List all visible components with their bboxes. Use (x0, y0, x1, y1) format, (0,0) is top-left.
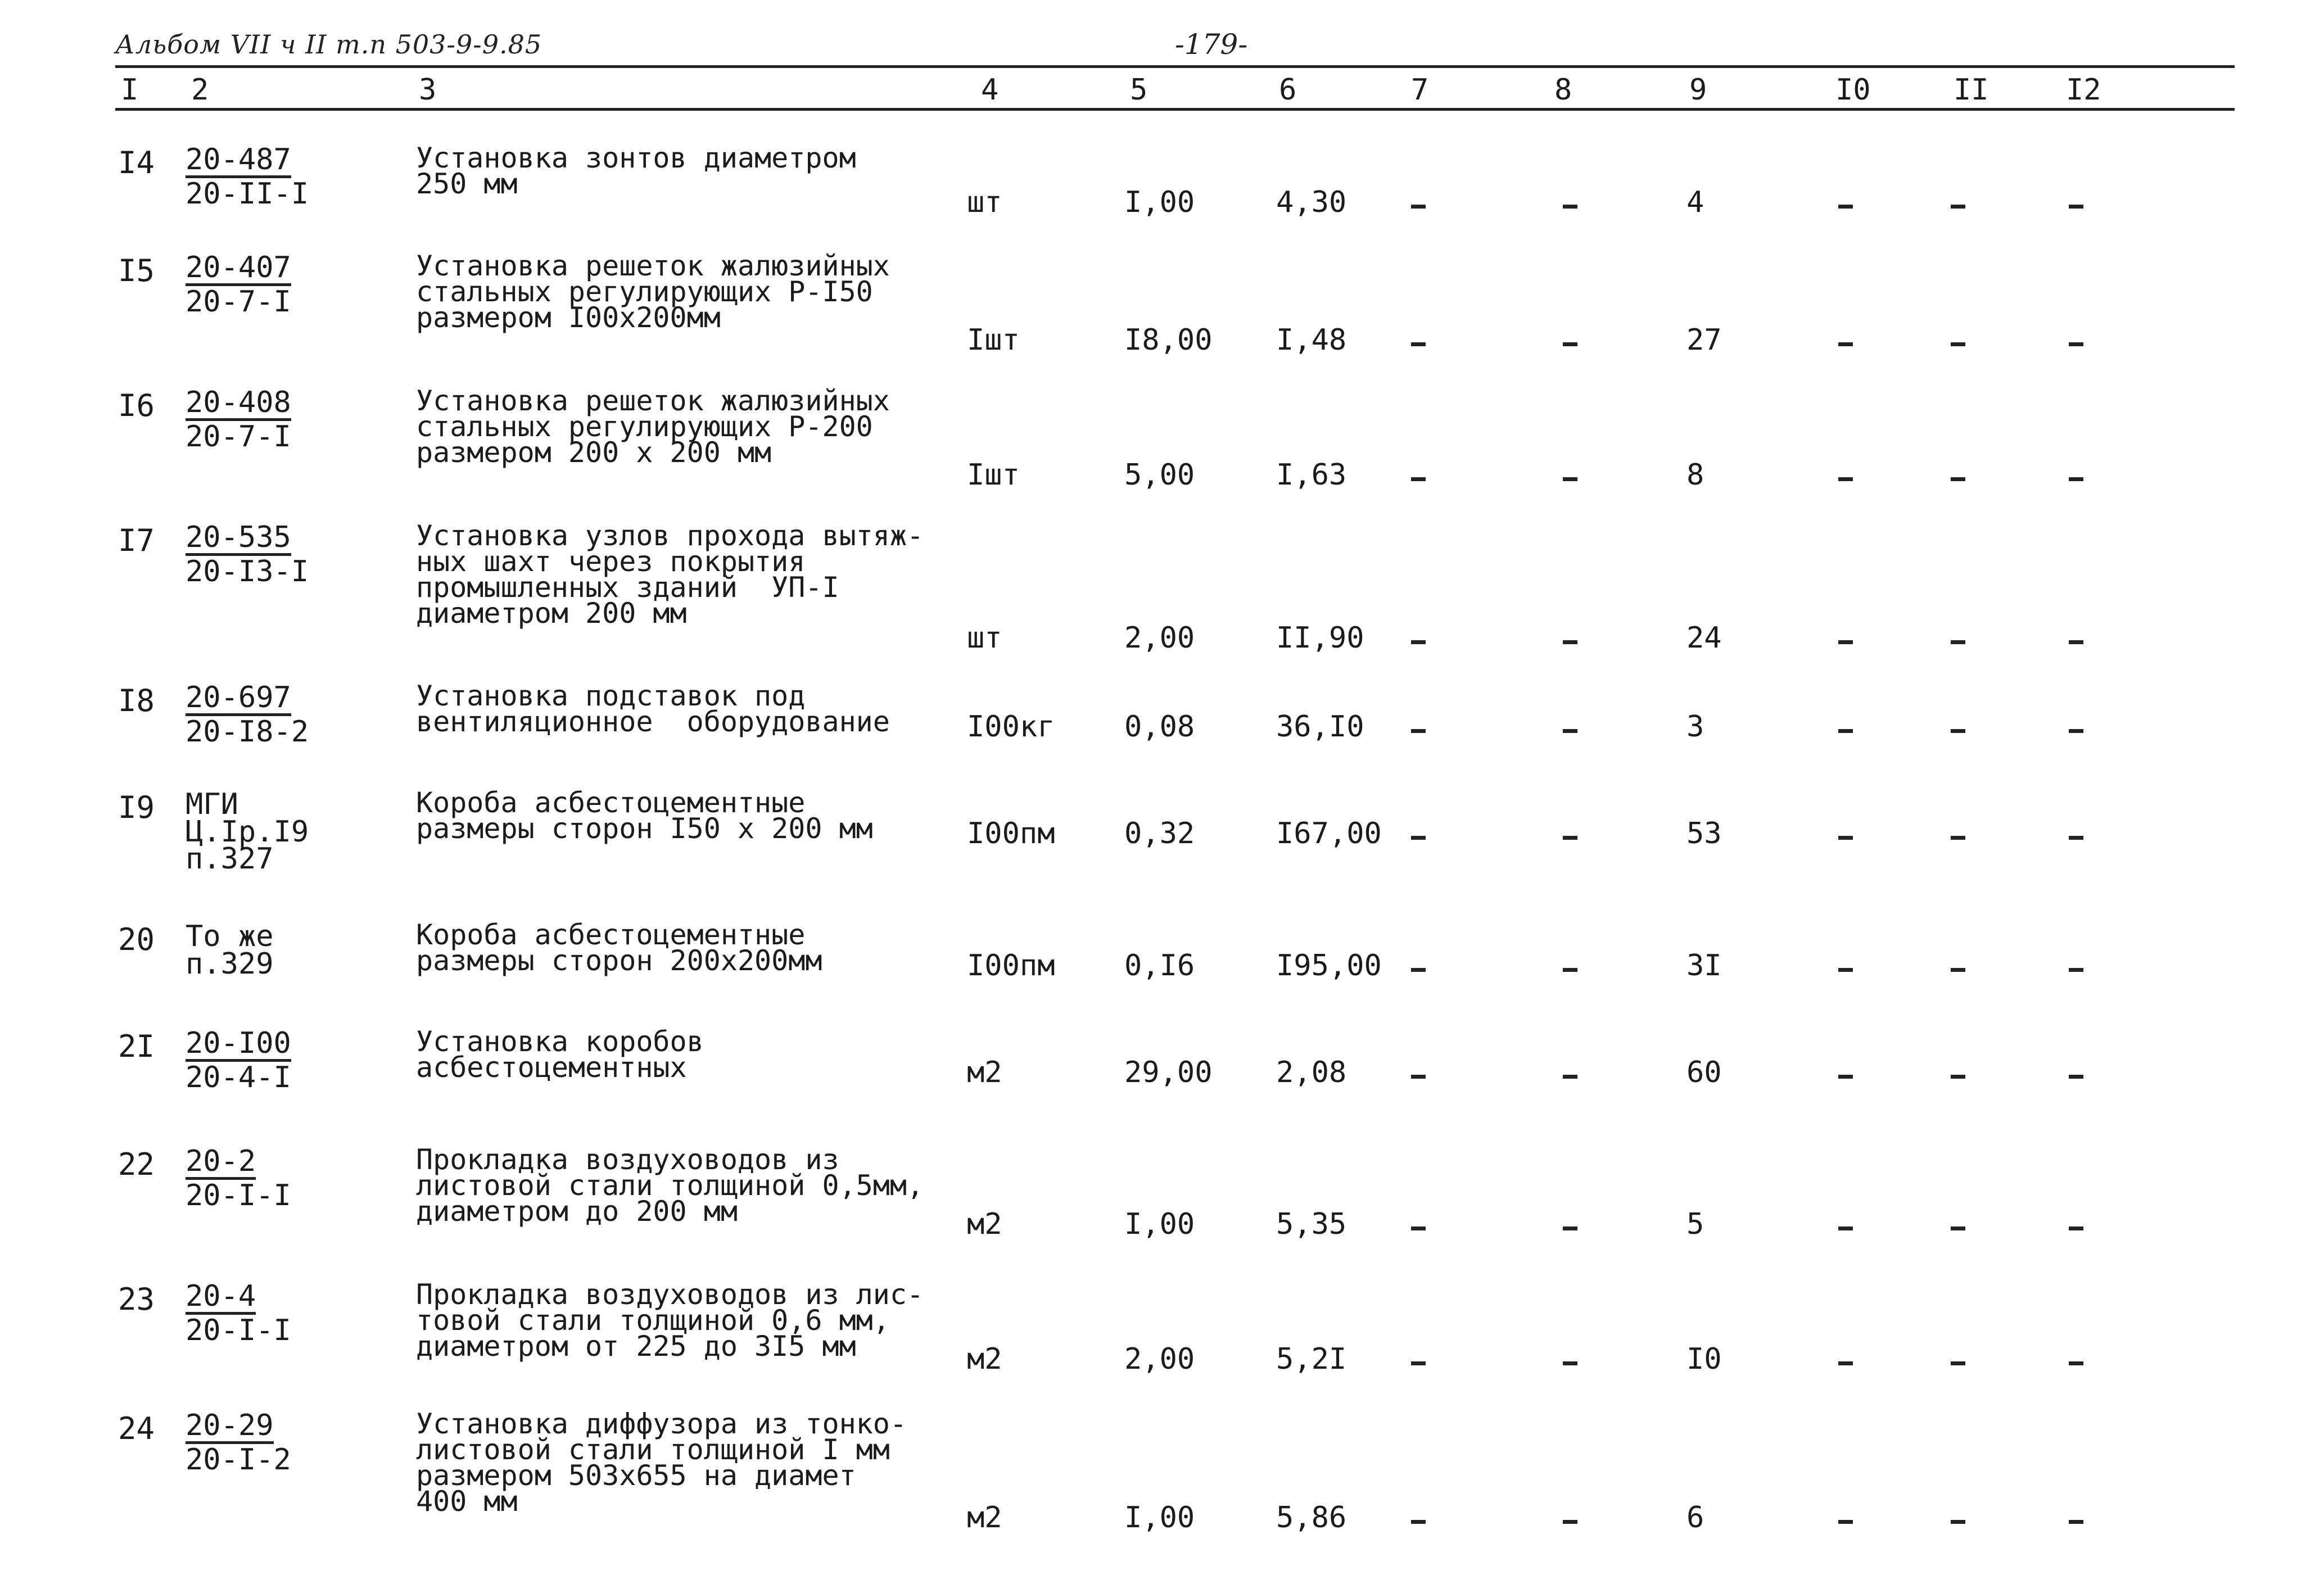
total-value: 24 (1687, 621, 1722, 655)
empty-value-dash (2069, 968, 2083, 972)
unit-price: II,90 (1276, 621, 1364, 655)
quantity: 0,32 (1124, 817, 1195, 850)
empty-value-dash (1951, 342, 1965, 346)
empty-value-dash (2069, 342, 2083, 346)
norm-code-top: 20-29 (186, 1411, 274, 1444)
work-description: Установка коробов асбестоцементных (416, 1025, 704, 1084)
empty-value-dash (1838, 1361, 1853, 1365)
empty-value-dash (1563, 205, 1577, 209)
norm-code-bottom: 20-4-I (186, 1061, 291, 1094)
norm-code-bottom: 20-I-2 (186, 1443, 291, 1477)
norm-code-top: 20-697 (186, 683, 291, 716)
total-value: 60 (1687, 1056, 1722, 1089)
unit-of-measure: м2 (967, 1056, 1002, 1089)
norm-code-top: 20-408 (186, 388, 291, 421)
column-number-1: I (121, 73, 139, 107)
empty-value-dash (1411, 1075, 1426, 1079)
album-reference: Альбом VII ч II т.п 503-9-9.85 (115, 29, 542, 60)
empty-value-dash (2069, 205, 2083, 209)
norm-code-bottom: Ц.Iр.I9 п.327 (186, 815, 309, 876)
column-number-2: 2 (191, 73, 209, 107)
empty-value-dash (1951, 836, 1965, 840)
unit-price: I,48 (1276, 323, 1347, 357)
unit-of-measure: Iшт (967, 323, 1020, 357)
empty-value-dash (1838, 968, 1853, 972)
unit-price: 5,86 (1276, 1501, 1347, 1535)
empty-value-dash (1951, 1075, 1965, 1079)
column-number-10: I0 (1835, 73, 1871, 107)
empty-value-dash (1411, 729, 1426, 733)
empty-value-dash (1563, 1075, 1577, 1079)
quantity: 2,00 (1124, 1342, 1195, 1376)
header-rule (115, 65, 2235, 68)
empty-value-dash (1411, 968, 1426, 972)
empty-value-dash (2069, 1227, 2083, 1230)
work-description: Установка узлов прохода вытяж- ных шахт через покрытия промышленных зданий УП-I диаметром 200 мм (416, 519, 924, 630)
norm-code-bottom: 20-II-I (186, 177, 309, 211)
norm-code-bottom: 20-7-I (186, 285, 291, 319)
total-value: 5 (1687, 1207, 1704, 1241)
unit-price: I67,00 (1276, 817, 1382, 850)
norm-code-top: 20-4 (186, 1282, 256, 1315)
empty-value-dash (1411, 640, 1426, 644)
empty-value-dash (1411, 1361, 1426, 1365)
empty-value-dash (1411, 1227, 1426, 1230)
unit-of-measure: шт (967, 621, 1002, 655)
empty-value-dash (1563, 836, 1577, 840)
row-number: I5 (118, 253, 155, 288)
empty-value-dash (1563, 729, 1577, 733)
quantity: 0,08 (1124, 710, 1195, 744)
empty-value-dash (1563, 477, 1577, 481)
empty-value-dash (1838, 477, 1853, 481)
total-value: I0 (1687, 1342, 1722, 1376)
empty-value-dash (1563, 1520, 1577, 1524)
row-number: 2I (118, 1029, 155, 1064)
column-number-9: 9 (1689, 73, 1707, 107)
work-description: Установка диффузора из тонко- листовой стали толщиной I мм размером 503х655 на диамет 400 мм (416, 1408, 907, 1518)
norm-code-bottom: 20-I8-2 (186, 715, 309, 749)
norm-code-top: 20-535 (186, 523, 291, 556)
unit-of-measure: м2 (967, 1501, 1002, 1535)
row-number: I8 (118, 683, 155, 718)
unit-price: 2,08 (1276, 1056, 1347, 1089)
quantity: 29,00 (1124, 1056, 1213, 1089)
work-description: Прокладка воздуховодов из листовой стали толщиной 0,5мм, диаметром до 200 мм (416, 1143, 924, 1228)
page-number: -179- (1175, 28, 1248, 61)
row-number: I7 (118, 523, 155, 558)
unit-price: 5,2I (1276, 1342, 1347, 1376)
norm-code-bottom: 20-I-I (186, 1179, 291, 1212)
empty-value-dash (1838, 729, 1853, 733)
empty-value-dash (2069, 729, 2083, 733)
empty-value-dash (1563, 968, 1577, 972)
norm-code-top: 20-I00 (186, 1029, 291, 1062)
empty-value-dash (1838, 1227, 1853, 1230)
norm-code-bottom: 20-7-I (186, 420, 291, 454)
empty-value-dash (1838, 1075, 1853, 1079)
quantity: 2,00 (1124, 621, 1195, 655)
empty-value-dash (1563, 1227, 1577, 1230)
empty-value-dash (1951, 1361, 1965, 1365)
norm-code-bottom: 20-I-I (186, 1314, 291, 1347)
empty-value-dash (1838, 342, 1853, 346)
empty-value-dash (1951, 205, 1965, 209)
unit-of-measure: м2 (967, 1342, 1002, 1376)
empty-value-dash (1563, 640, 1577, 644)
column-number-6: 6 (1279, 73, 1297, 107)
empty-value-dash (1411, 1520, 1426, 1524)
empty-value-dash (2069, 836, 2083, 840)
empty-value-dash (1563, 342, 1577, 346)
column-number-8: 8 (1554, 73, 1572, 107)
unit-of-measure: Iшт (967, 458, 1020, 492)
norm-code-top: 20-2 (186, 1147, 256, 1180)
column-number-12: I2 (2066, 73, 2101, 107)
empty-value-dash (2069, 1361, 2083, 1365)
empty-value-dash (1411, 342, 1426, 346)
empty-value-dash (2069, 640, 2083, 644)
unit-price: 36,I0 (1276, 710, 1364, 744)
work-description: Установка решеток жалюзийных стальных регулирующих Р-I50 размером I00х200мм (416, 250, 890, 334)
work-description: Короба асбестоцементные размеры сторон 200х200мм (416, 918, 822, 977)
unit-of-measure: м2 (967, 1207, 1002, 1241)
row-number: 24 (118, 1411, 155, 1446)
empty-value-dash (1838, 640, 1853, 644)
unit-of-measure: I00пм (967, 949, 1055, 983)
work-description: Установка зонтов диаметром 250 мм (416, 142, 856, 200)
quantity: I,00 (1124, 185, 1195, 219)
total-value: 53 (1687, 817, 1722, 850)
empty-value-dash (1411, 836, 1426, 840)
unit-price: I,63 (1276, 458, 1347, 492)
quantity: I,00 (1124, 1207, 1195, 1241)
column-number-5: 5 (1130, 73, 1148, 107)
total-value: 3I (1687, 949, 1722, 983)
empty-value-dash (1951, 729, 1965, 733)
row-number: 20 (118, 922, 155, 957)
norm-code-top: 20-407 (186, 253, 291, 286)
norm-code-bottom: 20-I3-I (186, 555, 309, 589)
empty-value-dash (2069, 1075, 2083, 1079)
unit-price: 5,35 (1276, 1207, 1347, 1241)
total-value: 3 (1687, 710, 1704, 744)
empty-value-dash (1838, 1520, 1853, 1524)
empty-value-dash (1951, 477, 1965, 481)
work-description: Прокладка воздуховодов из лис- товой стали толщиной 0,6 мм, диаметром от 225 до 3I5 мм (416, 1278, 924, 1363)
unit-price: I95,00 (1276, 949, 1382, 983)
row-number: I9 (118, 790, 155, 825)
empty-value-dash (1838, 205, 1853, 209)
quantity: 5,00 (1124, 458, 1195, 492)
empty-value-dash (1951, 1227, 1965, 1230)
total-value: 27 (1687, 323, 1722, 357)
norm-code-top: То же (186, 920, 274, 953)
total-value: 8 (1687, 458, 1704, 492)
norm-code-bottom: п.329 (186, 947, 274, 981)
row-number: 23 (118, 1282, 155, 1317)
unit-price: 4,30 (1276, 185, 1347, 219)
total-value: 6 (1687, 1501, 1704, 1535)
unit-of-measure: шт (967, 185, 1002, 219)
norm-code-top: 20-487 (186, 145, 291, 178)
empty-value-dash (1951, 640, 1965, 644)
norm-code-top: МГИ (186, 788, 238, 821)
empty-value-dash (1838, 836, 1853, 840)
column-number-3: 3 (419, 73, 437, 107)
empty-value-dash (1563, 1361, 1577, 1365)
work-description: Установка подставок под вентиляционное оборудование (416, 680, 890, 738)
quantity: 0,I6 (1124, 949, 1195, 983)
total-value: 4 (1687, 185, 1704, 219)
empty-value-dash (2069, 1520, 2083, 1524)
empty-value-dash (1411, 205, 1426, 209)
quantity: I,00 (1124, 1501, 1195, 1535)
quantity: I8,00 (1124, 323, 1213, 357)
column-number-11: II (1954, 73, 1989, 107)
unit-of-measure: I00кг (967, 710, 1055, 744)
column-number-7: 7 (1411, 73, 1429, 107)
row-number: I4 (118, 145, 155, 180)
column-header-rule (115, 108, 2235, 111)
empty-value-dash (2069, 477, 2083, 481)
column-number-4: 4 (981, 73, 999, 107)
empty-value-dash (1951, 1520, 1965, 1524)
empty-value-dash (1411, 477, 1426, 481)
row-number: I6 (118, 388, 155, 423)
unit-of-measure: I00пм (967, 817, 1055, 850)
work-description: Установка решеток жалюзийных стальных регулирующих Р-200 размером 200 х 200 мм (416, 384, 890, 469)
work-description: Короба асбестоцементные размеры сторон I50 х 200 мм (416, 786, 873, 845)
row-number: 22 (118, 1147, 155, 1182)
empty-value-dash (1951, 968, 1965, 972)
